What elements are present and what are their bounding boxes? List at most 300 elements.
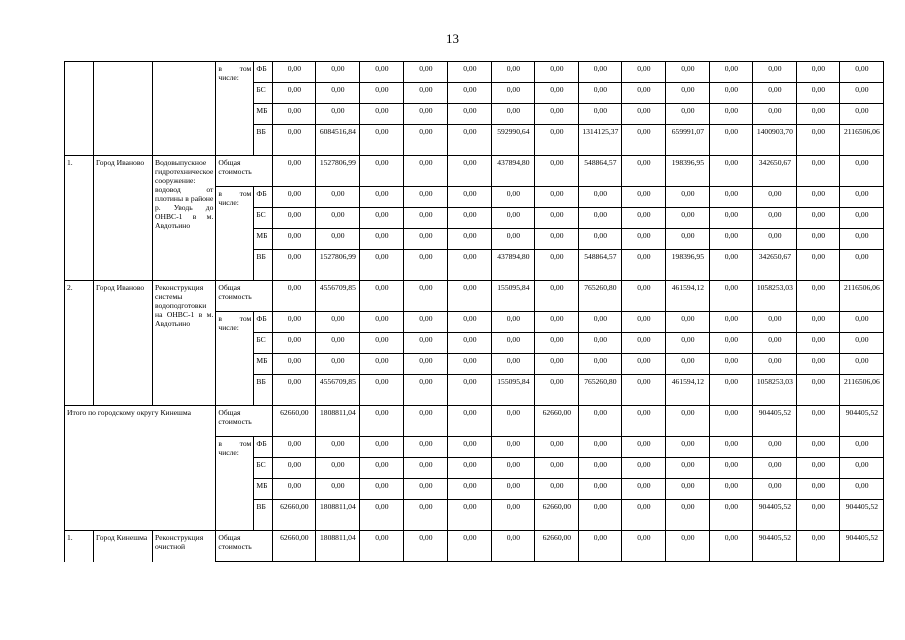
value-cell: 0,00 [535, 375, 579, 406]
value-cell: 0,00 [360, 531, 404, 562]
incl-label: в том числе: [216, 437, 254, 531]
value-cell: 0,00 [579, 208, 622, 229]
value-cell: 0,00 [622, 83, 666, 104]
value-cell: 0,00 [360, 104, 404, 125]
value-cell: 1808811,04 [316, 406, 360, 437]
table-row [65, 406, 884, 437]
value-cell: 198396,95 [666, 156, 710, 187]
value-cell: 904405,52 [840, 406, 884, 437]
value-cell: 0,00 [360, 208, 404, 229]
value-cell: 198396,95 [666, 250, 710, 281]
value-cell: 0,00 [492, 312, 535, 333]
value-cell: 765260,80 [579, 281, 622, 312]
value-cell: 0,00 [492, 479, 535, 500]
value-cell: 0,00 [535, 437, 579, 458]
value-cell: 0,00 [753, 187, 797, 208]
total-cost-label: Общая стоимость [216, 281, 273, 312]
fund-source-fb: ФБ [254, 437, 273, 458]
value-cell: 1058253,03 [753, 281, 797, 312]
value-cell: 0,00 [273, 187, 316, 208]
value-cell: 0,00 [753, 312, 797, 333]
value-cell: 0,00 [404, 333, 448, 354]
value-cell: 0,00 [797, 406, 840, 437]
value-cell: 0,00 [492, 354, 535, 375]
value-cell: 0,00 [753, 333, 797, 354]
value-cell: 0,00 [579, 458, 622, 479]
value-cell: 0,00 [273, 156, 316, 187]
value-cell: 0,00 [797, 479, 840, 500]
fund-source-fb: ФБ [254, 62, 273, 83]
fund-source-bs: БС [254, 83, 273, 104]
value-cell: 0,00 [622, 437, 666, 458]
value-cell: 0,00 [797, 104, 840, 125]
value-cell: 904405,52 [753, 500, 797, 531]
value-cell: 0,00 [273, 479, 316, 500]
value-cell: 0,00 [535, 354, 579, 375]
row-number: 1. [65, 156, 94, 281]
value-cell: 0,00 [404, 104, 448, 125]
value-cell: 0,00 [404, 500, 448, 531]
value-cell: 0,00 [360, 375, 404, 406]
value-cell: 0,00 [316, 479, 360, 500]
value-cell: 0,00 [622, 406, 666, 437]
value-cell: 0,00 [448, 62, 492, 83]
value-cell: 0,00 [316, 229, 360, 250]
value-cell: 0,00 [316, 83, 360, 104]
value-cell: 62660,00 [535, 406, 579, 437]
value-cell: 0,00 [666, 406, 710, 437]
page-number: 13 [446, 31, 459, 46]
value-cell: 548864,57 [579, 156, 622, 187]
value-cell: 0,00 [797, 354, 840, 375]
value-cell: 0,00 [579, 333, 622, 354]
value-cell: 0,00 [840, 187, 884, 208]
value-cell: 0,00 [710, 156, 753, 187]
budget-table [64, 61, 884, 562]
value-cell: 0,00 [797, 229, 840, 250]
value-cell: 461594,12 [666, 375, 710, 406]
location-cell: Город Кинешма [94, 531, 153, 562]
value-cell: 0,00 [360, 250, 404, 281]
value-cell: 0,00 [273, 250, 316, 281]
value-cell: 0,00 [579, 187, 622, 208]
value-cell: 0,00 [316, 437, 360, 458]
value-cell: 0,00 [579, 104, 622, 125]
value-cell: 0,00 [535, 250, 579, 281]
value-cell: 0,00 [710, 83, 753, 104]
incl-label: в том числе: [216, 312, 254, 406]
table-row [65, 156, 884, 187]
value-cell: 0,00 [710, 406, 753, 437]
value-cell: 904405,52 [840, 531, 884, 562]
row-number: 2. [65, 281, 94, 406]
value-cell: 0,00 [448, 531, 492, 562]
value-cell: 0,00 [579, 479, 622, 500]
row-number: 1. [65, 531, 94, 562]
value-cell: 0,00 [797, 281, 840, 312]
value-cell: 0,00 [579, 83, 622, 104]
value-cell: 0,00 [622, 125, 666, 156]
value-cell: 548864,57 [579, 250, 622, 281]
value-cell: 0,00 [404, 83, 448, 104]
value-cell: 0,00 [797, 156, 840, 187]
fund-source-vb: ВБ [254, 500, 273, 531]
table-row [65, 531, 884, 562]
value-cell: 0,00 [666, 187, 710, 208]
fund-source-bs: БС [254, 208, 273, 229]
value-cell: 1808811,04 [316, 500, 360, 531]
value-cell: 0,00 [316, 208, 360, 229]
value-cell: 0,00 [492, 83, 535, 104]
value-cell: 0,00 [666, 354, 710, 375]
value-cell: 904405,52 [753, 406, 797, 437]
value-cell: 0,00 [622, 250, 666, 281]
value-cell: 0,00 [710, 125, 753, 156]
value-cell: 461594,12 [666, 281, 710, 312]
value-cell: 0,00 [273, 333, 316, 354]
value-cell: 0,00 [840, 479, 884, 500]
value-cell: 0,00 [666, 458, 710, 479]
value-cell: 437894,80 [492, 156, 535, 187]
table-row [65, 281, 884, 312]
value-cell: 0,00 [448, 208, 492, 229]
value-cell: 0,00 [753, 83, 797, 104]
value-cell: 0,00 [360, 500, 404, 531]
value-cell: 0,00 [710, 208, 753, 229]
value-cell: 0,00 [448, 250, 492, 281]
value-cell: 0,00 [404, 437, 448, 458]
value-cell: 0,00 [622, 104, 666, 125]
fund-source-bs: БС [254, 333, 273, 354]
fund-source-fb: ФБ [254, 187, 273, 208]
value-cell: 0,00 [710, 500, 753, 531]
value-cell: 0,00 [797, 531, 840, 562]
value-cell: 155095,84 [492, 281, 535, 312]
value-cell: 0,00 [273, 375, 316, 406]
value-cell: 0,00 [622, 312, 666, 333]
value-cell: 0,00 [840, 437, 884, 458]
fund-source-mb: МБ [254, 354, 273, 375]
value-cell: 0,00 [273, 104, 316, 125]
value-cell: 0,00 [535, 229, 579, 250]
fund-source-bs: БС [254, 458, 273, 479]
value-cell: 0,00 [753, 104, 797, 125]
fund-source-mb: МБ [254, 104, 273, 125]
value-cell: 0,00 [622, 208, 666, 229]
value-cell: 0,00 [710, 375, 753, 406]
value-cell: 4556709,85 [316, 281, 360, 312]
value-cell: 0,00 [535, 125, 579, 156]
incl-label: в том числе: [216, 187, 254, 281]
object-name: Водовыпускное гидротехническое сооружение: водовод от плотины в районе р. Уводь до ОНВС-1 в м. Авдотьино [153, 156, 216, 281]
value-cell: 0,00 [753, 229, 797, 250]
value-cell: 0,00 [316, 62, 360, 83]
value-cell: 0,00 [360, 83, 404, 104]
value-cell: 0,00 [404, 312, 448, 333]
fund-source-mb: МБ [254, 229, 273, 250]
value-cell: 0,00 [579, 229, 622, 250]
value-cell: 0,00 [666, 479, 710, 500]
value-cell: 0,00 [753, 437, 797, 458]
value-cell: 0,00 [492, 187, 535, 208]
location-cell: Город Иваново [94, 156, 153, 281]
row-number [65, 62, 94, 156]
value-cell: 0,00 [579, 354, 622, 375]
value-cell: 0,00 [753, 458, 797, 479]
table-row [65, 62, 884, 83]
value-cell: 0,00 [797, 500, 840, 531]
value-cell: 0,00 [840, 156, 884, 187]
value-cell: 0,00 [316, 312, 360, 333]
value-cell: 0,00 [797, 375, 840, 406]
value-cell: 2116506,06 [840, 281, 884, 312]
value-cell: 0,00 [273, 208, 316, 229]
fund-source-vb: ВБ [254, 250, 273, 281]
value-cell: 0,00 [492, 104, 535, 125]
value-cell: 0,00 [710, 229, 753, 250]
fund-source-vb: ВБ [254, 375, 273, 406]
value-cell: 0,00 [316, 333, 360, 354]
value-cell: 437894,80 [492, 250, 535, 281]
value-cell: 0,00 [448, 458, 492, 479]
value-cell: 0,00 [710, 354, 753, 375]
value-cell: 0,00 [797, 312, 840, 333]
value-cell: 0,00 [273, 281, 316, 312]
value-cell: 0,00 [448, 187, 492, 208]
value-cell: 0,00 [840, 458, 884, 479]
value-cell: 0,00 [448, 312, 492, 333]
value-cell: 0,00 [360, 156, 404, 187]
value-cell: 0,00 [448, 333, 492, 354]
value-cell: 62660,00 [273, 500, 316, 531]
value-cell: 0,00 [404, 208, 448, 229]
value-cell: 0,00 [666, 312, 710, 333]
value-cell: 0,00 [535, 281, 579, 312]
value-cell: 0,00 [622, 187, 666, 208]
value-cell: 0,00 [273, 125, 316, 156]
value-cell: 0,00 [535, 312, 579, 333]
value-cell: 0,00 [579, 406, 622, 437]
value-cell: 0,00 [316, 187, 360, 208]
value-cell: 0,00 [797, 125, 840, 156]
value-cell: 1808811,04 [316, 531, 360, 562]
value-cell: 0,00 [535, 187, 579, 208]
value-cell: 0,00 [273, 229, 316, 250]
value-cell: 0,00 [840, 104, 884, 125]
value-cell: 0,00 [448, 229, 492, 250]
value-cell: 592990,64 [492, 125, 535, 156]
value-cell: 0,00 [360, 125, 404, 156]
value-cell: 0,00 [492, 62, 535, 83]
value-cell: 0,00 [448, 437, 492, 458]
value-cell: 0,00 [404, 125, 448, 156]
value-cell: 0,00 [448, 104, 492, 125]
value-cell: 0,00 [360, 333, 404, 354]
value-cell: 0,00 [579, 437, 622, 458]
value-cell: 0,00 [710, 479, 753, 500]
value-cell: 0,00 [840, 208, 884, 229]
value-cell: 0,00 [492, 208, 535, 229]
value-cell: 0,00 [710, 458, 753, 479]
value-cell: 0,00 [710, 104, 753, 125]
value-cell: 0,00 [797, 208, 840, 229]
value-cell: 0,00 [666, 104, 710, 125]
value-cell: 0,00 [622, 333, 666, 354]
location-cell: Город Иваново [94, 281, 153, 406]
value-cell: 0,00 [753, 208, 797, 229]
value-cell: 0,00 [666, 208, 710, 229]
value-cell: 0,00 [404, 406, 448, 437]
value-cell: 0,00 [360, 406, 404, 437]
value-cell: 0,00 [360, 354, 404, 375]
value-cell: 0,00 [840, 250, 884, 281]
value-cell: 0,00 [535, 208, 579, 229]
value-cell: 765260,80 [579, 375, 622, 406]
value-cell: 0,00 [360, 281, 404, 312]
value-cell: 0,00 [840, 312, 884, 333]
value-cell: 62660,00 [535, 531, 579, 562]
value-cell: 0,00 [753, 62, 797, 83]
value-cell: 0,00 [492, 333, 535, 354]
value-cell: 0,00 [492, 406, 535, 437]
value-cell: 342650,67 [753, 250, 797, 281]
value-cell: 0,00 [710, 281, 753, 312]
value-cell: 0,00 [666, 62, 710, 83]
value-cell: 4556709,85 [316, 375, 360, 406]
value-cell: 0,00 [579, 531, 622, 562]
value-cell: 0,00 [840, 62, 884, 83]
value-cell: 0,00 [622, 156, 666, 187]
value-cell: 0,00 [492, 437, 535, 458]
value-cell: 1527806,99 [316, 156, 360, 187]
value-cell: 0,00 [448, 500, 492, 531]
value-cell: 1058253,03 [753, 375, 797, 406]
value-cell: 904405,52 [753, 531, 797, 562]
value-cell: 0,00 [535, 156, 579, 187]
object-name [153, 62, 216, 156]
value-cell: 0,00 [622, 281, 666, 312]
value-cell: 0,00 [448, 281, 492, 312]
value-cell: 0,00 [622, 229, 666, 250]
value-cell: 0,00 [622, 62, 666, 83]
value-cell: 0,00 [360, 187, 404, 208]
value-cell: 62660,00 [273, 531, 316, 562]
value-cell: 0,00 [404, 187, 448, 208]
value-cell: 0,00 [360, 229, 404, 250]
value-cell: 0,00 [492, 229, 535, 250]
value-cell: 0,00 [448, 125, 492, 156]
value-cell: 0,00 [448, 375, 492, 406]
value-cell: 0,00 [535, 479, 579, 500]
value-cell: 0,00 [404, 281, 448, 312]
value-cell: 0,00 [797, 458, 840, 479]
value-cell: 0,00 [404, 156, 448, 187]
value-cell: 0,00 [666, 83, 710, 104]
value-cell: 1314125,37 [579, 125, 622, 156]
value-cell: 0,00 [710, 62, 753, 83]
value-cell: 0,00 [622, 375, 666, 406]
value-cell: 0,00 [840, 354, 884, 375]
value-cell: 0,00 [535, 333, 579, 354]
summary-label: Итого по городскому округу Кинешма [65, 406, 216, 531]
value-cell: 0,00 [360, 437, 404, 458]
fund-source-fb: ФБ [254, 312, 273, 333]
value-cell: 342650,67 [753, 156, 797, 187]
value-cell: 0,00 [492, 531, 535, 562]
value-cell: 0,00 [448, 479, 492, 500]
value-cell: 0,00 [579, 62, 622, 83]
object-name: Реконструкция очистной [153, 531, 216, 562]
value-cell: 0,00 [797, 437, 840, 458]
value-cell: 0,00 [360, 62, 404, 83]
total-cost-label: Общая стоимость [216, 156, 273, 187]
value-cell: 0,00 [666, 229, 710, 250]
value-cell: 6084516,84 [316, 125, 360, 156]
value-cell: 0,00 [710, 531, 753, 562]
value-cell: 0,00 [622, 500, 666, 531]
value-cell: 1400903,70 [753, 125, 797, 156]
value-cell: 0,00 [404, 229, 448, 250]
value-cell: 0,00 [316, 104, 360, 125]
object-name: Реконструкция системы водоподготовки на ОНВС-1 в м. Авдотьино [153, 281, 216, 406]
value-cell: 0,00 [316, 354, 360, 375]
value-cell: 2116506,06 [840, 125, 884, 156]
total-cost-label: Общая стоимость [216, 406, 273, 437]
value-cell: 0,00 [797, 250, 840, 281]
value-cell: 0,00 [666, 437, 710, 458]
value-cell: 0,00 [710, 250, 753, 281]
value-cell: 0,00 [579, 312, 622, 333]
value-cell: 0,00 [666, 333, 710, 354]
value-cell: 0,00 [535, 62, 579, 83]
value-cell: 0,00 [753, 354, 797, 375]
value-cell: 0,00 [535, 458, 579, 479]
value-cell: 0,00 [492, 458, 535, 479]
value-cell: 0,00 [622, 531, 666, 562]
value-cell: 0,00 [273, 62, 316, 83]
value-cell: 0,00 [404, 375, 448, 406]
value-cell: 0,00 [273, 437, 316, 458]
value-cell: 0,00 [360, 312, 404, 333]
value-cell: 0,00 [797, 187, 840, 208]
value-cell: 0,00 [622, 458, 666, 479]
value-cell: 1527806,99 [316, 250, 360, 281]
value-cell: 0,00 [360, 479, 404, 500]
value-cell: 0,00 [448, 406, 492, 437]
value-cell: 904405,52 [840, 500, 884, 531]
value-cell: 0,00 [666, 500, 710, 531]
value-cell: 0,00 [404, 458, 448, 479]
value-cell: 0,00 [797, 333, 840, 354]
value-cell: 0,00 [535, 104, 579, 125]
value-cell: 62660,00 [273, 406, 316, 437]
value-cell: 0,00 [579, 500, 622, 531]
value-cell: 0,00 [404, 62, 448, 83]
total-cost-label: Общая стоимость [216, 531, 273, 562]
value-cell: 0,00 [448, 156, 492, 187]
value-cell: 0,00 [710, 437, 753, 458]
value-cell: 0,00 [273, 458, 316, 479]
value-cell: 0,00 [622, 354, 666, 375]
value-cell: 0,00 [273, 312, 316, 333]
value-cell: 0,00 [710, 333, 753, 354]
value-cell: 0,00 [492, 500, 535, 531]
value-cell: 0,00 [535, 83, 579, 104]
value-cell: 0,00 [840, 333, 884, 354]
fund-source-vb: ВБ [254, 125, 273, 156]
value-cell: 0,00 [840, 229, 884, 250]
value-cell: 62660,00 [535, 500, 579, 531]
